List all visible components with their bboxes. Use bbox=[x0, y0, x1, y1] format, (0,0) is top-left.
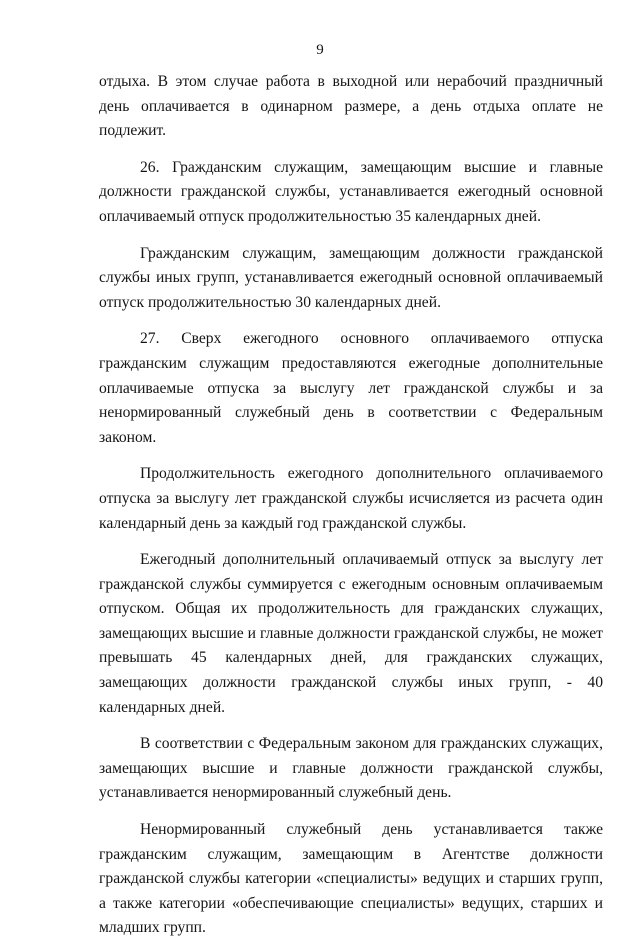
paragraph-leave-total-limit: Ежегодный дополнительный оплачиваемый отпуск за выслугу лет гражданской службы суммируется с ежегодным основным оплачиваемым отпуском. Общая их продолжительность для гражданских служащих, замещающих высшие и главные должности гражданской службы, не может превышать 45 календарных дней, для гражданских служащих, замещающих должности гражданской службы иных групп, - 40 календарных дней. bbox=[99, 551, 603, 716]
paragraph-seniority-leave-calculation: Продолжительность ежегодного дополнительного оплачиваемого отпуска за выслугу лет гражданской службы исчисляется из расчета один календарный день за каждый год гражданской службы. bbox=[99, 465, 603, 532]
page-number: 9 bbox=[316, 42, 324, 58]
paragraph-continuation-rest-day: отдыха. В этом случае работа в выходной или нерабочий праздничный день оплачивается в одинарном размере, а день отдыха оплате не подлежит. bbox=[99, 73, 603, 140]
document-body bbox=[99, 70, 603, 941]
paragraph-27-additional-leave: 27. Сверх ежегодного основного оплачиваемого отпуска гражданским служащим предоставляются ежегодные дополнительные оплачиваемые отпуска за выслугу лет гражданской службы и за ненормированный служебный день в соответствии с Федеральным законом. bbox=[99, 330, 603, 446]
paragraph-irregular-workday-specialists: Ненормированный служебный день устанавливается также гражданским служащим, замещающим в Агентстве должности гражданской службы категории «специалисты» ведущих и старших групп, а также категории «обеспечивающие специалисты» ведущих, старших и младших групп. bbox=[99, 821, 603, 937]
paragraph-other-groups-leave: Гражданским служащим, замещающим должности гражданской службы иных групп, устанавливается ежегодный основной оплачиваемый отпуск продолжительностью 30 календарных дней. bbox=[99, 244, 603, 311]
paragraph-irregular-workday: В соответствии с Федеральным законом для гражданских служащих, замещающих высшие и главные должности гражданской службы, устанавливается ненормированный служебный день. bbox=[99, 735, 603, 802]
paragraph-26-senior-leave: 26. Гражданским служащим, замещающим высшие и главные должности гражданской службы, устанавливается ежегодный основной оплачиваемый отпуск продолжительностью 35 календарных дней. bbox=[99, 158, 603, 225]
